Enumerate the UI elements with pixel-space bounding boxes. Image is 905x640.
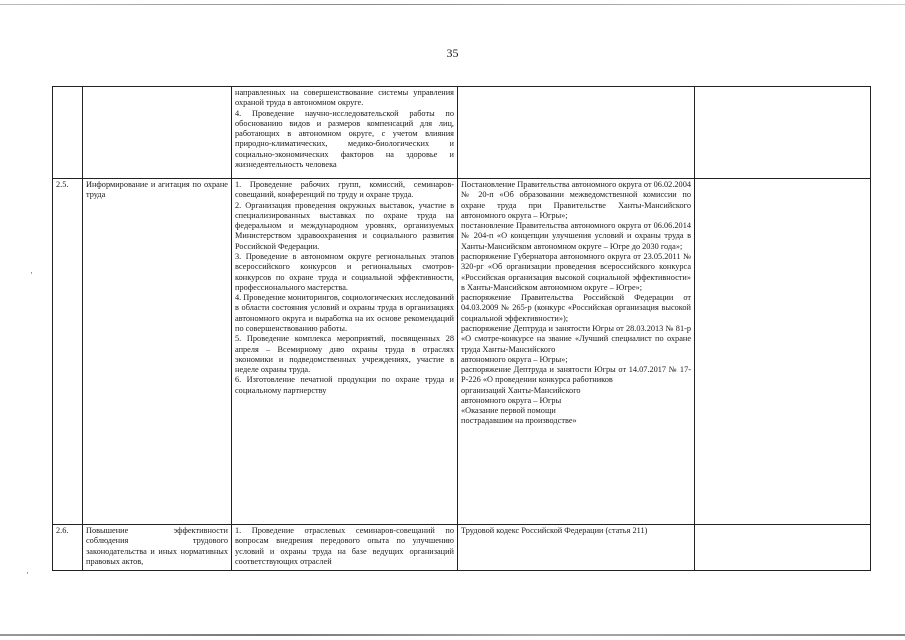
cell-documents (458, 179, 695, 525)
measure-item: 1. Проведение рабочих групп, комиссий, семинаров-совещаний, конференций по труду и охране труда. (235, 180, 454, 200)
cell-num: 2.5. (53, 179, 83, 525)
cell-num (53, 87, 83, 179)
cell-empty (695, 179, 871, 525)
cell-empty (695, 87, 871, 179)
measure-item: 4. Проведение научно-исследовательской работы по обоснованию видов и размеров компенсаций для лиц, работающих в автономном округе, с учетом влияния природно-климатических, медико-биологических и социально-экономических факторов на здоровье и жизнедеятельность человека (235, 108, 454, 169)
scan-border-bottom (0, 634, 905, 636)
measure-item: 4. Проведение мониторингов, социологических исследований в области состояния условий и охраны труда в организациях автономного округа и выработка на их основе рекомендаций по совершенствованию работы. (235, 293, 454, 333)
measure-item: 3. Проведение в автономном округе региональных этапов всероссийского конкурсов и региональных смотров-конкурсов по охране труда и социальной эффективности, профессионального мастерства. (235, 251, 454, 292)
measure-item: 5. Проведение комплекса мероприятий, посвященных 28 апреля – Всемирному дню охраны труда в отраслях экономики и подведомственных учреждениях, участие в неделе охраны труда. (235, 334, 454, 375)
document-item: Постановление Правительства автономного округа от 06.02.2004 № 20-п «Об образовании межведомственной комиссии по охране труда при Правительстве Ханты-Мансийского автономного округа – Югры»; (461, 180, 691, 220)
measure-item: 1. Проведение отраслевых семинаров-совещаний по вопросам внедрения передового опыта по улучшению условий и охраны труда на базе ведущих организаций соответствующих отраслей (235, 526, 454, 566)
document-item: автономного округа – Югры»; (461, 354, 568, 364)
document-item: распоряжение Губернатора автономного округа от 23.05.2011 № 320-рг «Об организации проведения всероссийского конкурса «Российская организация высокой социальной эффективности» в Ханты-Мансийском автономном округе – Югре»; (461, 251, 691, 292)
scan-artifact-mark: · (30, 268, 33, 278)
document-item: организаций Ханты-Мансийского (461, 385, 581, 395)
document-item: Трудовой кодекс Российской Федерации (статья 211) (461, 526, 648, 535)
cell-name (83, 87, 232, 179)
measures-table (52, 86, 871, 571)
document-item: распоряжение Правительства Российской Федерации от 04.03.2009 № 265-р (конкурс «Российская организация высокой социальной эффективности»); (461, 293, 691, 323)
document-item: пострадавшим на производстве» (461, 416, 577, 426)
document-item: распоряжение Дептруда и занятости Югры от 14.07.2017 № 17-Р-226 «О проведении конкурса работников (461, 365, 691, 385)
document-item: автономного округа – Югры (461, 395, 562, 405)
cell-documents (458, 525, 695, 571)
cell-measures (232, 525, 458, 571)
row-name: Информирование и агитация по охране труда (86, 180, 228, 200)
row-name: Повышение эффективности соблюдения трудового законодательства и иных нормативных правовых актов, (86, 526, 228, 566)
measure-item: 2. Организация проведения окружных выставок, участие в специализированных выставках по охране труда на федеральном и международном уровнях, организуемых Министерством здравоохранения и социального развития Российской Федерации. (235, 200, 454, 251)
cell-empty (695, 525, 871, 571)
scan-artifact-mark: · (26, 568, 29, 578)
scan-border-top (0, 4, 905, 5)
document-item: постановление Правительства автономного округа от 06.06.2014 № 204-п «О концепции улучшения условий и охраны труда в Ханты-Мансийском автономном округе – Югре до 2030 года»; (461, 221, 691, 251)
cell-documents (458, 87, 695, 179)
cell-name (83, 525, 232, 571)
page-number: 35 (446, 46, 459, 60)
table-row-2-5 (53, 179, 871, 525)
measure-item: 6. Изготовление печатной продукции по охране труда и социальному партнерству (235, 375, 454, 395)
document-item: «Оказание первой помощи (461, 406, 556, 416)
table-row-continuation (53, 87, 871, 179)
cell-measures (232, 87, 458, 179)
measure-item: направленных на совершенствование системы управления охраной труда в автономном округе. (235, 88, 454, 108)
cell-name (83, 179, 232, 525)
document-item: распоряжение Дептруда и занятости Югры от 28.03.2013 № 81-р «О смотре-конкурсе на звание «Лучший специалист по охране труда Ханты-Мансийского (461, 323, 691, 354)
table-row-2-6 (53, 525, 871, 571)
cell-measures (232, 179, 458, 525)
cell-num: 2.6. (53, 525, 83, 571)
